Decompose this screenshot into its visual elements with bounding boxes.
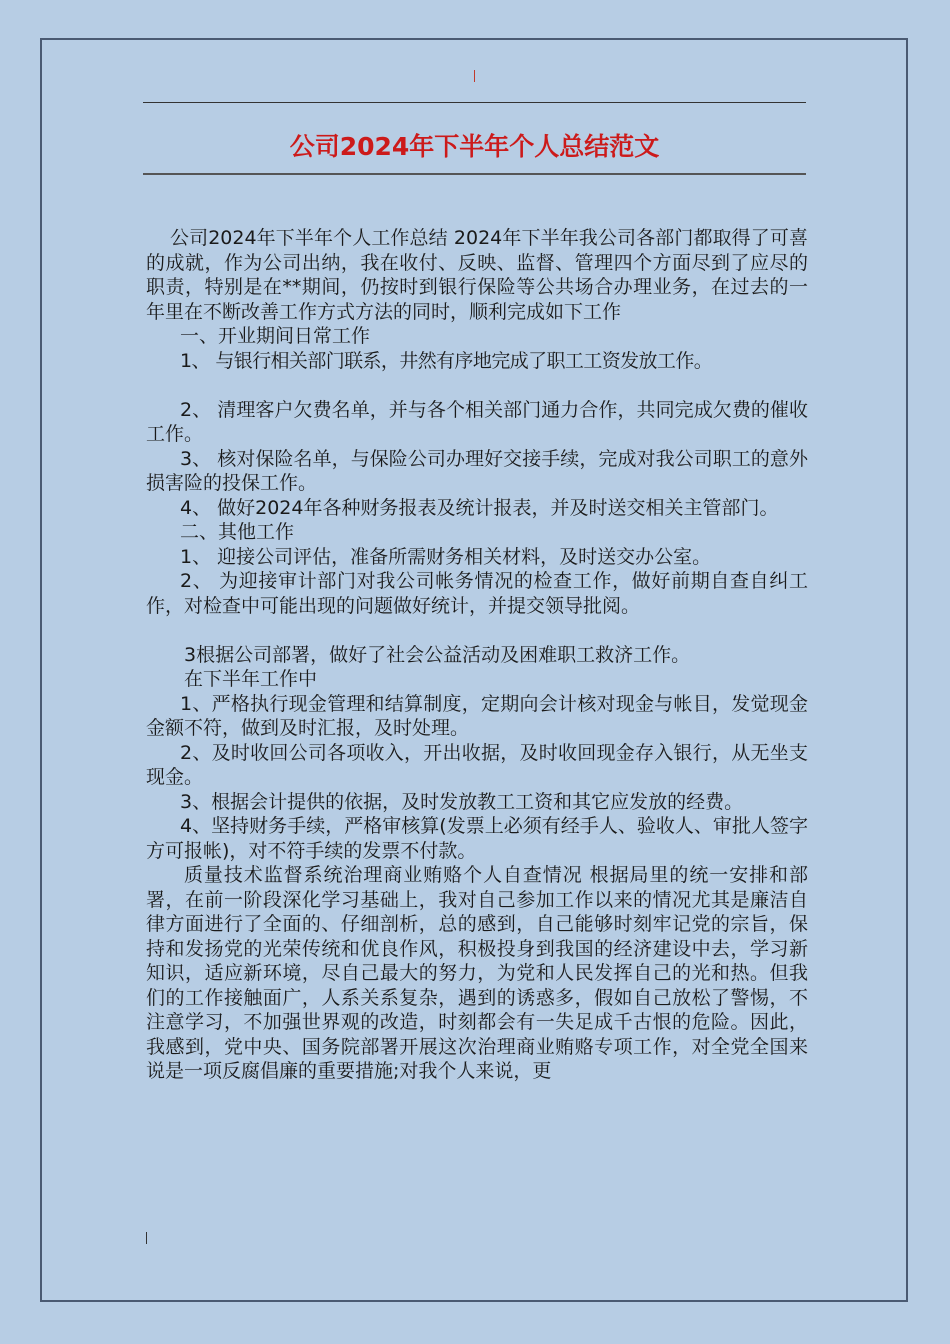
blank-line xyxy=(146,373,808,398)
section-heading-1: 一、开业期间日常工作 xyxy=(180,325,371,347)
header-rule xyxy=(143,102,806,103)
sub-heading: 在下半年工作中 xyxy=(184,668,318,690)
list-item: 4、坚持财务手续，严格审核算(发票上必须有经手人、验收人、审批人签字方可报帐)，对不符手续的发票不付款。 xyxy=(146,815,808,862)
list-item: 3根据公司部署，做好了社会公益活动及困难职工救济工作。 xyxy=(184,643,691,666)
title-rule xyxy=(143,173,806,175)
list-item: 1、严格执行现金管理和结算制度，定期向会计核对现金与帐目，发觉现金金额不符，做到及时汇报，及时处理。 xyxy=(146,692,808,739)
paragraph-self-check: 质量技术监督系统治理商业贿赂个人自查情况 根据局里的统一安排和部署，在前一阶段深化学习基础上，我对自己参加工作以来的情况尤其是廉洁自律方面进行了全面的、仔细剖析，总的感到，自己能够时刻牢记党的宗旨，保持和发扬党的光荣传统和优良作风，积极投身到我国的经济建设中去，学习新知识，适应新环境，尽自己最大的努力，为党和人民发挥自己的光和热。但我们的工作接触面广，人系关系复杂，遇到的诱惑多，假如自己放松了警惕，不注意学习，不加强世界观的改造，时刻都会有一失足成千古恨的危险。因此，我感到，党中央、国务院部署开展这次治理商业贿赂专项工作，对全党全国来说是一项反腐倡廉的重要措施;对我个人来说，更 xyxy=(146,864,808,1082)
list-item: 2、 为迎接审计部门对我公司帐务情况的检查工作，做好前期自查自纠工作，对检查中可能出现的问题做好统计，并提交领导批阅。 xyxy=(146,570,808,617)
list-item: 2、 清理客户欠费名单，并与各个相关部门通力合作，共同完成欠费的催收工作。 xyxy=(146,398,808,445)
blank-line xyxy=(146,618,808,643)
list-item: 3、根据会计提供的依据，及时发放教工工资和其它应发放的经费。 xyxy=(180,790,744,813)
section-heading-2: 二、其他工作 xyxy=(180,521,295,543)
list-item: 2、及时收回公司各项收入，开出收据，及时收回现金存入银行，从无坐支现金。 xyxy=(146,741,808,788)
document-body xyxy=(146,226,808,1084)
list-item: 1、 迎接公司评估，准备所需财务相关材料，及时送交办公室。 xyxy=(180,545,712,568)
list-item: 1、 与银行相关部门联系，井然有序地完成了职工工资发放工作。 xyxy=(180,349,713,372)
list-item: 4、 做好2024年各种财务报表及统计报表，并及时送交相关主管部门。 xyxy=(180,496,779,519)
paragraph-intro: 公司2024年下半年个人工作总结 2024年下半年我公司各部门都取得了可喜的成就，作为公司出纳，我在收付、反映、监督、管理四个方面尽到了应尽的职责，特别是在**期间，仍按时到银行保险等公共场合办理业务，在过去的一年里在不断改善工作方式方法的同时，顺利完成如下工作 xyxy=(146,227,808,323)
header-mark xyxy=(474,70,475,82)
footer-mark xyxy=(146,1232,147,1244)
document-title: 公司2024年下半年个人总结范文 xyxy=(289,132,660,161)
list-item: 3、 核对保险名单，与保险公司办理好交接手续，完成对我公司职工的意外损害险的投保工作。 xyxy=(146,447,808,494)
